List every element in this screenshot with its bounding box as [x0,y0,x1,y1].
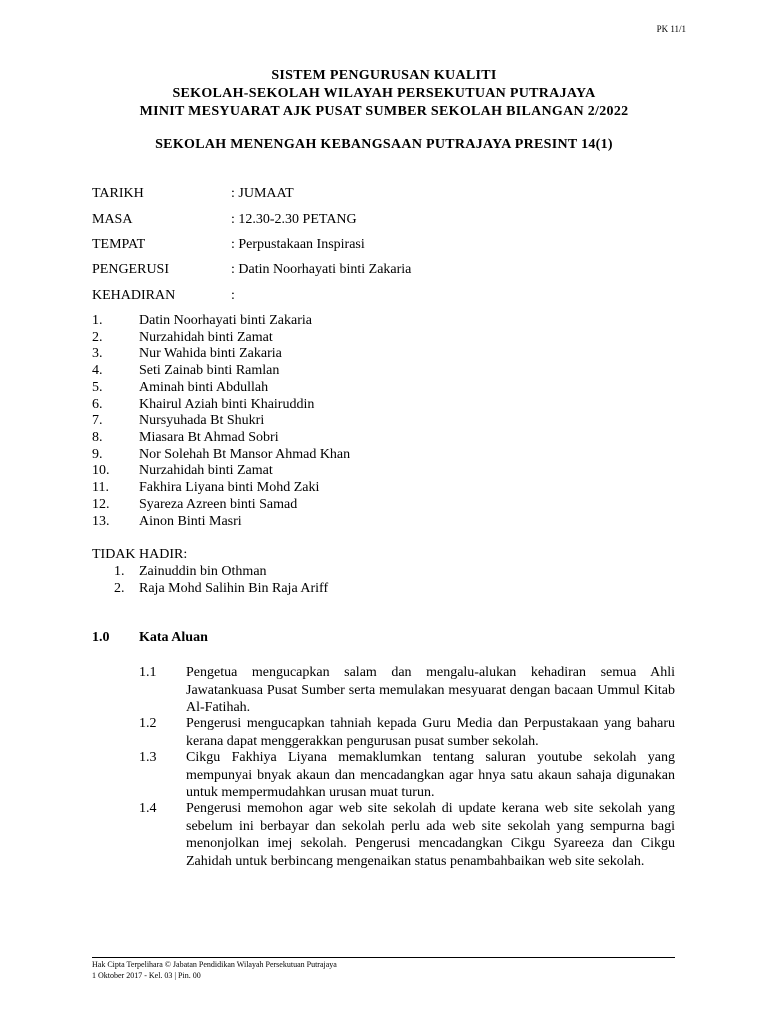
minute-item [139,715,675,750]
info-value: : JUMAAT [231,186,294,201]
list-item-number: 8. [92,430,103,445]
minute-item-text: Pengerusi mengucapkan tahniah kepada Guru Media dan Perpustakaan yang baharu kerana dapat menggerakkan pengurusan pusat sumber sekolah. [186,716,675,749]
list-item-number: 4. [92,363,103,378]
list-item-name: Nurzahidah binti Zamat [139,330,273,345]
list-item-name: Raja Mohd Salihin Bin Raja Ariff [139,581,329,596]
info-label: TEMPAT [92,237,146,252]
header-minutes-title: MINIT MESYUARAT AJK PUSAT SUMBER SEKOLAH BILANGAN 2/2022 [139,104,629,119]
list-item-name: Zainuddin bin Othman [139,564,267,579]
header-schools-title: SEKOLAH-SEKOLAH WILAYAH PERSEKUTUAN PUTRAJAYA [172,86,596,101]
minute-item-number: 1.1 [139,665,157,680]
list-item-name: Nor Solehah Bt Mansor Ahmad Khan [139,447,351,462]
list-item-number: 1. [92,313,103,328]
minute-item-number: 1.2 [139,716,157,731]
info-value: : [231,288,235,303]
list-item-name: Khairul Aziah binti Khairuddin [139,397,315,412]
info-label: KEHADIRAN [92,288,176,303]
list-item-name: Syareza Azreen binti Samad [139,497,298,512]
list-item-name: Aminah binti Abdullah [139,380,269,395]
list-item-number: 12. [92,497,110,512]
footer-divider [92,957,675,958]
minute-item [139,664,675,717]
section-title: Kata Aluan [139,630,208,645]
info-value: : Datin Noorhayati binti Zakaria [231,262,412,277]
minute-item [139,800,675,870]
list-item-name: Nurzahidah binti Zamat [139,463,273,478]
absent-heading: TIDAK HADIR: [92,547,188,562]
list-item-number: 9. [92,447,103,462]
minute-item-text: Pengerusi memohon agar web site sekolah di update kerana web site sekolah yang sebelum ini berbayar dan sekolah perlu ada web site sekolah yang sempurna bagi menonjolkan imej sekolah. Pengerusi mencadangkan Cikgu Syareeza dan Cikgu Zahidah untuk berbincang mengenaikan status penambahbaikan web site sekolah. [186,801,675,869]
list-item-name: Datin Noorhayati binti Zakaria [139,313,312,328]
minute-item-text: Pengetua mengucapkan salam dan mengalu-alukan kehadiran semua Ahli Jawatankuasa Pusat Sumber serta memulakan mesyuarat dengan bacaan Ummul Kitab Al-Fatihah. [186,665,675,715]
header-school-name: SEKOLAH MENENGAH KEBANGSAAN PUTRAJAYA PRESINT 14(1) [155,137,613,152]
info-value: : Perpustakaan Inspirasi [231,237,365,252]
list-item-number: 7. [92,413,103,428]
list-item-number: 11. [92,480,109,495]
list-item-number: 13. [92,514,110,529]
list-item-number: 10. [92,463,110,478]
minute-item [139,749,675,802]
list-item-number: 1. [114,564,125,579]
header-system-title: SISTEM PENGURUSAN KUALITI [271,68,497,83]
list-item-number: 2. [92,330,103,345]
page-code: PK 11/1 [656,24,686,34]
list-item-number: 6. [92,397,103,412]
list-item-number: 3. [92,346,103,361]
list-item-name: Fakhira Liyana binti Mohd Zaki [139,480,320,495]
footer-version: 1 Oktober 2017 - Kel. 03 | Pin. 00 [92,971,201,980]
minute-item-number: 1.4 [139,801,157,816]
list-item-name: Nursyuhada Bt Shukri [139,413,265,428]
info-label: TARIKH [92,186,144,201]
list-item-name: Seti Zainab binti Ramlan [139,363,280,378]
list-item-number: 2. [114,581,125,596]
list-item-name: Miasara Bt Ahmad Sobri [139,430,279,445]
footer-copyright: Hak Cipta Terpelihara © Jabatan Pendidikan Wilayah Persekutuan Putrajaya [92,960,337,969]
info-value: : 12.30-2.30 PETANG [231,212,357,227]
info-label: MASA [92,212,133,227]
minute-item-text: Cikgu Fakhiya Liyana memaklumkan tentang saluran youtube sekolah yang mempunyai bnyak akaun dan mencadangkan agar hnya satu akaun sahaja digunakan untuk mempermudahkan urusan muat turun. [186,750,675,800]
info-label: PENGERUSI [92,262,170,277]
list-item-number: 5. [92,380,103,395]
minute-item-number: 1.3 [139,750,157,765]
section-number: 1.0 [92,630,110,645]
list-item-name: Ainon Binti Masri [139,514,242,529]
list-item-name: Nur Wahida binti Zakaria [139,346,282,361]
